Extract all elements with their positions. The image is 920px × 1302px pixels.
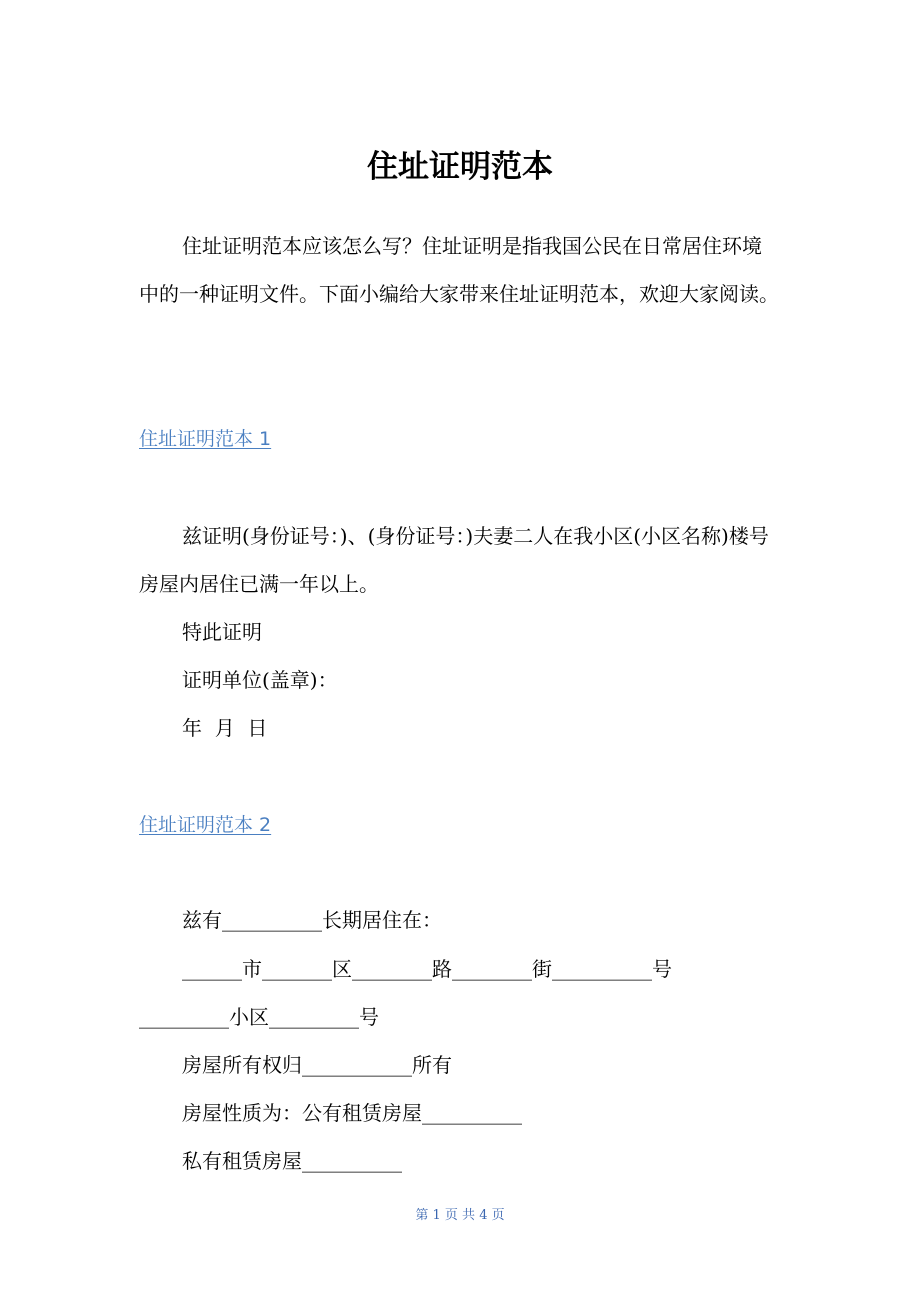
section-2-line-community: _________小区_________号: [139, 1005, 379, 1029]
section-2-line-property-type: 房屋性质为：公有租赁房屋__________: [182, 1101, 522, 1125]
section-2-line-address: ______市_______区________路________街__________号: [182, 957, 672, 981]
section-heading-1[interactable]: 住址证明范本 1: [139, 428, 272, 450]
section-1-line-special-proof: 特此证明: [182, 620, 262, 644]
section-2-line-ownership: 房屋所有权归___________所有: [182, 1053, 452, 1077]
section-1-line-date: 年 月 日: [182, 716, 268, 740]
section-2-line-resident: 兹有__________长期居住在：: [182, 908, 442, 932]
section-1-body: 兹证明(身份证号：)、(身份证号：)夫妻二人在我小区(小区名称)楼号房屋内居住已满一年以上。: [139, 524, 769, 596]
section-2-line-private-rental: 私有租赁房屋__________: [182, 1149, 402, 1173]
document-title: 住址证明范本: [367, 149, 553, 185]
intro-paragraph: 住址证明范本应该怎么写？住址证明是指我国公民在日常居住环境中的一种证明文件。下面小编给大家带来住址证明范本，欢迎大家阅读。: [139, 234, 779, 306]
section-heading-2[interactable]: 住址证明范本 2: [139, 814, 272, 836]
section-1-line-issuing-unit: 证明单位(盖章)：: [182, 668, 338, 692]
page-footer: 第 1 页 共 4 页: [415, 1208, 505, 1223]
